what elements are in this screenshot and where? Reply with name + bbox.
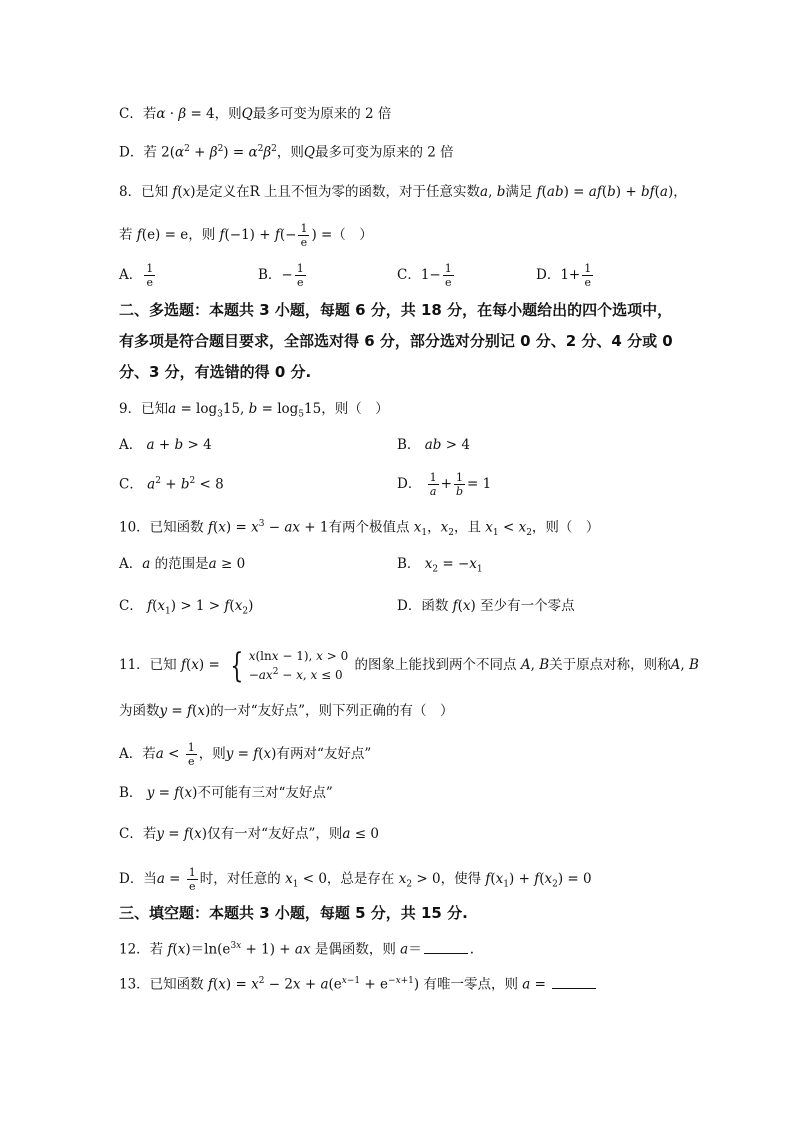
q11-stem-line1: 11．已知 f(x) = { x(lnx − 1), x > 0 $-ax^2 - x$, x ≤ 0 的图象上能找到两个不同点 A, B关于原点对称，则称A, B: [119, 645, 699, 686]
q8-option-b: B．− $\frac{1}{e}$: [258, 262, 304, 289]
q8-option-d: D．1+ $\frac{1}{e}$: [536, 262, 592, 289]
q13-answer-blank[interactable]: [552, 974, 596, 989]
q8-option-a: A． $\frac{1}{e}$: [119, 262, 154, 289]
section2-heading-line1: 二、多选题：本题共 3 小题，每题 6 分，共 18 分，在每小题给出的四个选项中，: [119, 301, 673, 319]
q10-option-a: A．a 的范围是a ≥ 0: [119, 556, 246, 572]
q11-option-d: D．当a = $\frac{1}{e}$ 时，对任意的 $x_1 < 0$，总是存在 $x_2 > 0$，使得 $f(x_1) + f(x_2) = 0$: [119, 866, 592, 893]
q10-option-d: D．函数 f(x) 至少有一个零点: [397, 598, 575, 614]
q8-option-c: C．1− $\frac{1}{e}$: [397, 262, 452, 289]
q12-stem: 12．若 $f(x)=\ln(e^{3x} + 1)$ + ax 是偶函数，则 a＝ .: [119, 936, 474, 960]
q12-answer-blank[interactable]: [424, 939, 468, 954]
q10-option-b: B． $x_2 = -x_1$: [397, 556, 483, 575]
q7-option-c: C．若α · β = 4，则Q最多可变为原来的 2 倍: [119, 106, 392, 122]
q8-stem-line2: 若 f(e) = e，则 f(−1) + f(− $\frac{1}{e}$ ) =（ ）: [119, 222, 373, 249]
section2-heading-line2: 有多项是符合题目要求，全部选对得 6 分，部分选对分别记 0 分、2 分、4 分或 0: [119, 332, 673, 350]
q11-option-b: B． y = f(x)不可能有三对“友好点”: [119, 785, 333, 801]
q9-stem: 9．已知$a = \log_315$, $b = \log_515$，则（ ）: [119, 401, 389, 420]
q10-option-c: C． $f(x_1) > 1 > f(x_2)$: [119, 598, 254, 617]
q9-option-b: B． ab > 4: [397, 437, 470, 453]
q9-option-c: C． $a^2 + b^2 < 8$: [119, 476, 224, 493]
q7-option-d: D．若 $2(\alpha^2 + \beta^2) = \alpha^2\beta^2$，则Q最多可变为原来的 2 倍: [119, 144, 454, 161]
q11-stem-line2: 为函数y = f(x)的一对“友好点”，则下列正确的有（ ）: [119, 703, 454, 719]
q10-stem: 10．已知函数 $f(x) = x^3$ − ax + 1有两个极值点 $x_1$，$x_2$，且 $x_1 < x_2$，则（ ）: [119, 519, 600, 539]
q11-option-a: A．若a < $\frac{1}{e}$ ，则y = f(x)有两对“友好点”: [119, 741, 372, 768]
q8-stem-line1: 8．已知 f(x)是定义在R 上且不恒为零的函数，对于任意实数a, b满足 f(ab) = af(b) + bf(a)，: [119, 184, 687, 200]
piecewise-brace: { x(lnx − 1), x > 0 $-ax^2 - x$, x ≤ 0: [230, 645, 349, 686]
q11-option-c: C．若y = f(x)仅有一对“友好点”，则a ≤ 0: [119, 826, 379, 842]
section2-heading-line3: 分、3 分，有选错的得 0 分.: [119, 363, 312, 381]
q13-stem: 13．已知函数 $f(x) = x^2 - 2x + a(e^{x-1} + e^{-x+1})$ 有唯一零点，则 a =: [119, 971, 598, 995]
q9-option-a: A． a + b > 4: [119, 437, 212, 453]
q9-option-d: D． $\frac{1}{a}$ + $\frac{1}{b}$ = 1: [397, 471, 492, 498]
section3-heading: 三、填空题：本题共 3 小题，每题 5 分，共 15 分.: [119, 904, 468, 922]
